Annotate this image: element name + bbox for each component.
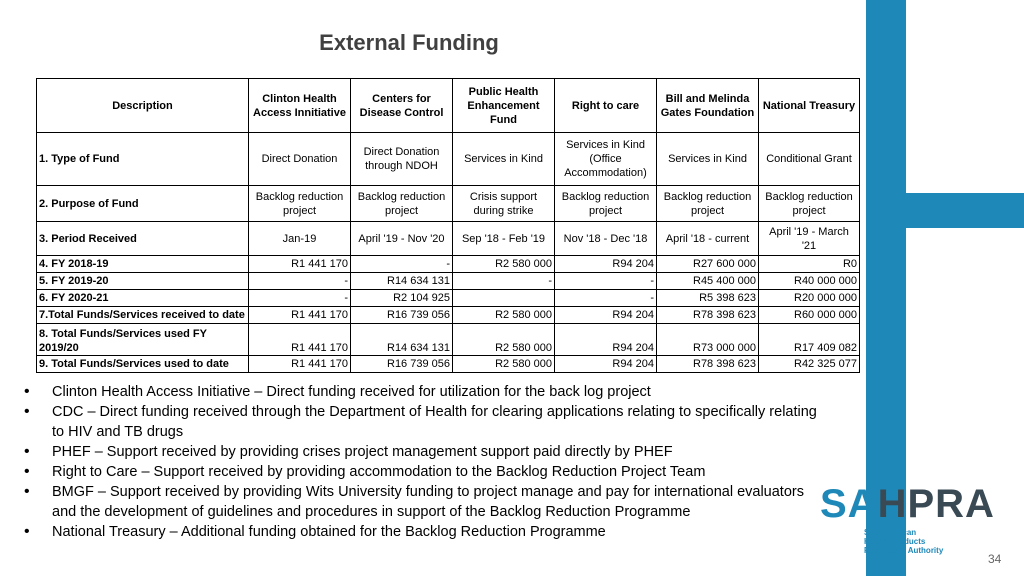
note-text: National Treasury – Additional funding obtained for the Backlog Reduction Programme (52, 524, 606, 540)
note-text: BMGF – Support received by providing Wits University funding to project manage and pay for international evaluators and the development of guidelines and procedures in support of the Backlog Reduction Programme (52, 484, 804, 520)
bullet-icon: • (24, 483, 30, 500)
table-cell: R2 104 925 (351, 290, 453, 307)
table-cell: R2 580 000 (453, 307, 555, 324)
table-cell: Conditional Grant (759, 133, 860, 186)
header-col-chai: Clinton Health Access Innitiative (249, 79, 351, 133)
table-row (37, 324, 860, 356)
list-item (22, 402, 832, 442)
table-cell: - (555, 290, 657, 307)
note-text: Clinton Health Access Initiative – Direct funding received for utilization for the back log project (52, 384, 651, 400)
table-cell: R2 580 000 (453, 324, 555, 356)
table-cell: Backlog reduction project (351, 186, 453, 222)
table-header-row (37, 79, 860, 133)
logo-subtitle-line: Health Products (864, 537, 926, 546)
table-cell: Sep '18 - Feb '19 (453, 222, 555, 256)
header-col-treasury: National Treasury (759, 79, 860, 133)
table-cell: - (249, 290, 351, 307)
table-row (37, 256, 860, 273)
table-cell: R16 739 056 (351, 307, 453, 324)
table-cell: Jan-19 (249, 222, 351, 256)
logo-wordmark (820, 482, 995, 526)
table-cell: R0 (759, 256, 860, 273)
table-row (37, 356, 860, 373)
table-cell: - (249, 273, 351, 290)
logo-word-prefix: SA (820, 482, 878, 526)
table-cell: - (555, 273, 657, 290)
funding-table (36, 78, 860, 373)
header-col-bmgf: Bill and Melinda Gates Foundation (657, 79, 759, 133)
table-cell: R94 204 (555, 256, 657, 273)
table-cell: R42 325 077 (759, 356, 860, 373)
table-row (37, 186, 860, 222)
list-item (22, 382, 832, 402)
table-cell: Services in Kind (Office Accommodation) (555, 133, 657, 186)
list-item (22, 482, 832, 522)
table-cell: Direct Donation (249, 133, 351, 186)
logo-word-suffix: HPRA (877, 482, 995, 526)
row-label: 9. Total Funds/Services used to date (37, 356, 249, 373)
logo-subtitle (864, 528, 990, 555)
table-cell: R16 739 056 (351, 356, 453, 373)
table-cell: R1 441 170 (249, 324, 351, 356)
row-label: 1. Type of Fund (37, 133, 249, 186)
table-cell: Backlog reduction project (759, 186, 860, 222)
row-label: 8. Total Funds/Services used FY 2019/20 (37, 324, 249, 356)
table-cell: R78 398 623 (657, 356, 759, 373)
table-cell: April '18 - current (657, 222, 759, 256)
table-cell: Backlog reduction project (657, 186, 759, 222)
table-cell: R94 204 (555, 307, 657, 324)
logo-subtitle-line: South African (864, 528, 917, 537)
header-col-cdc: Centers for Disease Control (351, 79, 453, 133)
table-cell: Nov '18 - Dec '18 (555, 222, 657, 256)
table-cell: Backlog reduction project (555, 186, 657, 222)
table-row (37, 307, 860, 324)
table-cell: R1 441 170 (249, 256, 351, 273)
sahpra-logo (820, 482, 995, 555)
table-cell: R1 441 170 (249, 356, 351, 373)
table-cell: - (351, 256, 453, 273)
table-cell: R17 409 082 (759, 324, 860, 356)
bullet-icon: • (24, 443, 30, 460)
header-col-rtc: Right to care (555, 79, 657, 133)
brand-horizontal-bar (906, 193, 1024, 228)
bullet-icon: • (24, 463, 30, 480)
table-cell: R5 398 623 (657, 290, 759, 307)
table-cell: R94 204 (555, 324, 657, 356)
slide-title: External Funding (319, 30, 499, 55)
bullet-icon: • (24, 523, 30, 540)
bullet-icon: • (24, 403, 30, 420)
table-cell: R2 580 000 (453, 356, 555, 373)
table-cell: R14 634 131 (351, 273, 453, 290)
table-cell: R40 000 000 (759, 273, 860, 290)
table-cell: R20 000 000 (759, 290, 860, 307)
note-text: Right to Care – Support received by providing accommodation to the Backlog Reduction Project Team (52, 464, 706, 480)
table-row (37, 273, 860, 290)
bullet-icon: • (24, 383, 30, 400)
table-row (37, 222, 860, 256)
table-cell: April '19 - Nov '20 (351, 222, 453, 256)
row-label: 3. Period Received (37, 222, 249, 256)
row-label: 6. FY 2020-21 (37, 290, 249, 307)
table-cell: Direct Donation through NDOH (351, 133, 453, 186)
header-description: Description (37, 79, 249, 133)
table-cell (453, 290, 555, 307)
note-text: PHEF – Support received by providing crises project management support paid directly by PHEF (52, 444, 673, 460)
page-number: 34 (988, 552, 1002, 566)
table-cell: R2 580 000 (453, 256, 555, 273)
table-cell: R78 398 623 (657, 307, 759, 324)
note-text: CDC – Direct funding received through the Department of Health for clearing applications relating to specifically relating to HIV and TB drugs (52, 404, 817, 440)
logo-subtitle-line: Regulatory Authority (864, 546, 944, 555)
list-item (22, 442, 832, 462)
table-row (37, 290, 860, 307)
row-label: 5. FY 2019-20 (37, 273, 249, 290)
table-cell: Services in Kind (657, 133, 759, 186)
table-cell: - (453, 273, 555, 290)
table-cell: R1 441 170 (249, 307, 351, 324)
table-row (37, 133, 860, 186)
row-label: 7.Total Funds/Services received to date (37, 307, 249, 324)
table-cell: R73 000 000 (657, 324, 759, 356)
row-label: 4. FY 2018-19 (37, 256, 249, 273)
table-cell: April '19 - March '21 (759, 222, 860, 256)
table-cell: Backlog reduction project (249, 186, 351, 222)
table-cell: R94 204 (555, 356, 657, 373)
list-item (22, 462, 832, 482)
table-cell: R45 400 000 (657, 273, 759, 290)
table-cell: R14 634 131 (351, 324, 453, 356)
funding-notes-list (22, 382, 832, 542)
table-cell: R60 000 000 (759, 307, 860, 324)
table-cell: Services in Kind (453, 133, 555, 186)
table-cell: R27 600 000 (657, 256, 759, 273)
header-col-phef: Public Health Enhancement Fund (453, 79, 555, 133)
row-label: 2. Purpose of Fund (37, 186, 249, 222)
table-cell: Crisis support during strike (453, 186, 555, 222)
list-item (22, 522, 832, 542)
